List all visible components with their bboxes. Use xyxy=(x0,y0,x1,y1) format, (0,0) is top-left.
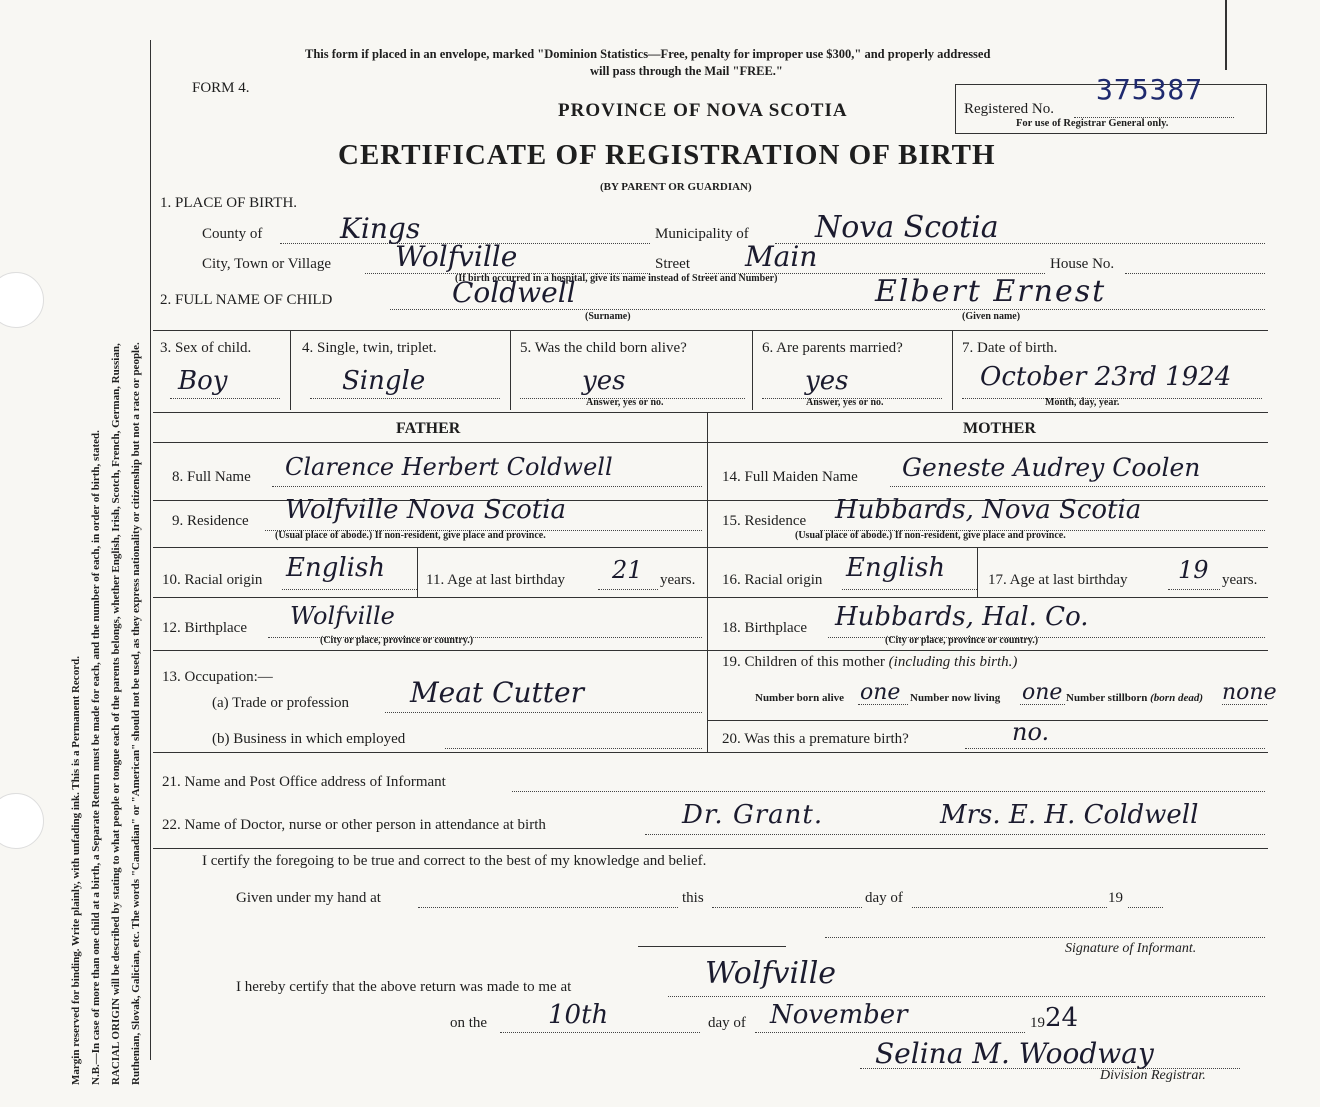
mother-birthplace: Hubbards, Hal. Co. xyxy=(835,602,1089,632)
informant-label: 21. Name and Post Office address of Informant xyxy=(162,774,446,790)
registered-number: 375387 xyxy=(1096,73,1204,106)
year-prefix: 19 xyxy=(1108,890,1123,906)
house-label: House No. xyxy=(1050,256,1115,272)
parents-divider xyxy=(707,412,708,752)
children-note: (including this birth.) xyxy=(888,654,1018,670)
registered-label: Registered No. xyxy=(964,101,1054,117)
given-under-label: Given under my hand at xyxy=(236,890,381,906)
short-center-rule xyxy=(638,946,786,947)
mother-birthplace-label: 18. Birthplace xyxy=(722,620,807,636)
doctor-value: Dr. Grant. xyxy=(682,800,824,830)
city-value: Wolfville xyxy=(395,240,518,273)
father-bp-rule xyxy=(153,650,707,651)
hospital-note: (If birth occurred in a hospital, give its name instead of Street and Number) xyxy=(455,273,778,284)
registrar-note: For use of Registrar General only. xyxy=(1016,118,1169,129)
alive-label: 5. Was the child born alive? xyxy=(520,340,687,356)
dob-label: 7. Date of birth. xyxy=(962,340,1058,356)
born-alive-label: Number born alive xyxy=(755,692,845,704)
stillborn-label xyxy=(1066,692,1203,704)
mother-racial-rule xyxy=(707,597,1268,598)
return-label: I hereby certify that the above return was made to me at xyxy=(236,979,572,995)
mother-res-note: (Usual place of abode.) If non-resident, give place and province. xyxy=(795,530,1066,541)
margin-note-3: RACIAL ORIGIN will be described by stating to what people or tongue each of the parents belongs, whether English, Irish, Scotch, French, German, Russian, xyxy=(110,343,122,1085)
margin-note-1: Margin reserved for binding. Write plainly, with unfading ink. This is a Permanent Record. xyxy=(70,656,82,1085)
stillborn-value: none xyxy=(1222,680,1277,705)
father-racial: English xyxy=(286,553,386,583)
alive-note: Answer, yes or no. xyxy=(586,397,664,408)
father-res-note: (Usual place of abode.) If non-resident, give place and province. xyxy=(275,530,546,541)
father-racial-divider xyxy=(417,547,418,597)
mother-res-rule xyxy=(707,547,1268,548)
mother-racial-label: 16. Racial origin xyxy=(722,572,823,588)
plurality-line xyxy=(310,398,500,399)
trade-line xyxy=(385,712,702,713)
dob-note: Month, day, year. xyxy=(1045,397,1120,408)
dob-value: October 23rd 1924 xyxy=(980,362,1232,392)
mother-racial: English xyxy=(846,553,946,583)
given-place-line xyxy=(418,907,678,908)
box-divider-2 xyxy=(510,330,511,410)
father-birthplace: Wolfville xyxy=(290,602,395,630)
year-prefix2: 19 xyxy=(1030,1015,1045,1031)
child-name-line xyxy=(390,309,1265,310)
surname-caption: (Surname) xyxy=(585,311,631,322)
parents-bottom-rule xyxy=(153,752,1268,753)
father-racial-label: 10. Racial origin xyxy=(162,572,263,588)
informant-sig-line xyxy=(825,937,1265,938)
father-racial-rule xyxy=(153,597,707,598)
children-rule xyxy=(707,720,1268,721)
registered-box xyxy=(955,73,1267,134)
registrar-label: Division Registrar. xyxy=(1100,1068,1206,1083)
mother-name: Geneste Audrey Coolen xyxy=(902,453,1201,482)
child-name-label: 2. FULL NAME OF CHILD xyxy=(160,292,333,308)
father-name: Clarence Herbert Coldwell xyxy=(285,453,613,481)
on-the-label: on the xyxy=(450,1015,488,1031)
sex-value: Boy xyxy=(178,366,228,396)
city-label: City, Town or Village xyxy=(202,256,332,272)
doctor-line xyxy=(645,834,1265,835)
child-surname: Coldwell xyxy=(452,276,576,309)
mother-heading: MOTHER xyxy=(963,420,1036,437)
married-note: Answer, yes or no. xyxy=(806,397,884,408)
premature-line xyxy=(965,748,1265,749)
street-label: Street xyxy=(655,256,690,272)
certify-statement: I certify the foregoing to be true and correct to the best of my knowledge and belief. xyxy=(202,853,707,869)
margin-line xyxy=(150,40,151,1060)
father-bp-note: (City or place, province or country.) xyxy=(320,635,474,646)
box-divider-1 xyxy=(290,330,291,410)
informant-bottom-rule xyxy=(153,848,1268,849)
informant-sig-label: Signature of Informant. xyxy=(1065,941,1197,956)
children-label-text: 19. Children of this mother xyxy=(722,654,885,670)
row-top-rule xyxy=(153,330,1268,331)
province-title: PROVINCE OF NOVA SCOTIA xyxy=(558,100,848,121)
premature-label: 20. Was this a premature birth? xyxy=(722,731,909,747)
business-line xyxy=(445,748,702,749)
mother-racial-line xyxy=(842,589,977,590)
margin-note-2: N.B.—In case of more than one child at a birth, a Separate Return must be made for each, and the number of each, in order of birth, stated. xyxy=(90,430,102,1085)
married-label: 6. Are parents married? xyxy=(762,340,903,356)
day-of-label: day of xyxy=(865,890,903,906)
binding-hole-top xyxy=(0,272,44,328)
mother-age-label: 17. Age at last birthday xyxy=(988,572,1128,588)
premature-value: no. xyxy=(1012,718,1050,746)
top-right-mark xyxy=(1225,0,1227,70)
mother-name-label: 14. Full Maiden Name xyxy=(722,469,858,485)
father-age-line xyxy=(598,589,658,590)
father-years: years. xyxy=(660,572,696,588)
plurality-label: 4. Single, twin, triplet. xyxy=(302,340,437,356)
mother-years: years. xyxy=(1222,572,1258,588)
informant-line xyxy=(512,791,1265,792)
children-label xyxy=(722,654,1017,671)
trade-value: Meat Cutter xyxy=(410,676,585,709)
mother-residence: Hubbards, Nova Scotia xyxy=(835,495,1142,525)
alive-value: yes xyxy=(582,366,626,396)
day-of2-label: day of xyxy=(708,1015,746,1031)
father-res-rule xyxy=(153,547,707,548)
mother-residence-label: 15. Residence xyxy=(722,513,807,529)
doctor-label: 22. Name of Doctor, nurse or other person in attendance at birth xyxy=(162,817,546,833)
trade-label: (a) Trade or profession xyxy=(212,695,350,711)
this-label: this xyxy=(682,890,704,906)
father-birthplace-label: 12. Birthplace xyxy=(162,620,247,636)
given-caption: (Given name) xyxy=(962,311,1021,322)
father-age: 21 xyxy=(612,556,643,584)
born-alive-value: one xyxy=(860,680,901,705)
mother-age-line xyxy=(1168,589,1220,590)
married-value: yes xyxy=(805,366,849,396)
father-residence: Wolfville Nova Scotia xyxy=(285,495,566,525)
year-suffix: 24 xyxy=(1045,1003,1079,1033)
page-title: CERTIFICATE OF REGISTRATION OF BIRTH xyxy=(338,139,996,171)
sex-label: 3. Sex of child. xyxy=(160,340,252,356)
county-value: Kings xyxy=(340,212,421,245)
living-label: Number now living xyxy=(910,692,1001,704)
father-name-label: 8. Full Name xyxy=(172,469,251,485)
form-number: FORM 4. xyxy=(192,80,250,96)
month-value: November xyxy=(770,1000,908,1030)
living-value: one xyxy=(1022,680,1063,705)
plurality-value: Single xyxy=(342,366,426,396)
mother-name-line xyxy=(890,486,1265,487)
page-subtitle: (BY PARENT OR GUARDIAN) xyxy=(600,181,752,193)
year-line xyxy=(1128,907,1163,908)
day-value: 10th xyxy=(548,1000,609,1030)
father-name-line xyxy=(272,486,702,487)
margin-note-4: Ruthenian, Slovak, Galician, etc. The words "Canadian" or "American" should not be used, as they express nationality or citizenship but not a race or people. xyxy=(130,342,142,1085)
row-bottom-rule xyxy=(153,412,1268,413)
on-the-line xyxy=(500,1032,700,1033)
month-line xyxy=(755,1032,1025,1033)
binding-hole-bottom xyxy=(0,793,44,849)
mail-notice-1: This form if placed in an envelope, marked "Dominion Statistics—Free, penalty for improper use $300," and properly addressed xyxy=(305,47,991,61)
child-given: Elbert Ernest xyxy=(875,274,1107,309)
mail-notice-2: will pass through the Mail "FREE." xyxy=(590,64,783,78)
place-heading: 1. PLACE OF BIRTH. xyxy=(160,195,298,211)
registrar-signature: Selina M. Woodway xyxy=(875,1037,1154,1070)
stillborn-note: (born dead) xyxy=(1150,692,1203,704)
municipality-value: Nova Scotia xyxy=(815,210,999,245)
county-label: County of xyxy=(202,226,263,242)
return-line xyxy=(668,996,1265,997)
mother-bp-note: (City or place, province or country.) xyxy=(885,635,1039,646)
box-divider-4 xyxy=(952,330,953,410)
father-age-label: 11. Age at last birthday xyxy=(426,572,565,588)
mother-racial-divider xyxy=(977,547,978,597)
occupation-label: 13. Occupation:— xyxy=(162,669,273,685)
stillborn-label-text: Number stillborn xyxy=(1066,692,1148,704)
attendant-value: Mrs. E. H. Coldwell xyxy=(940,800,1199,830)
heading-rule xyxy=(153,442,1268,443)
mother-bp-rule xyxy=(707,650,1268,651)
business-label: (b) Business in which employed xyxy=(212,731,406,747)
day-of-line xyxy=(912,907,1107,908)
father-racial-line xyxy=(282,589,417,590)
house-line xyxy=(1125,273,1265,274)
municipality-label: Municipality of xyxy=(655,226,749,242)
sex-line xyxy=(170,398,280,399)
father-heading: FATHER xyxy=(396,420,461,437)
box-divider-3 xyxy=(752,330,753,410)
father-residence-label: 9. Residence xyxy=(172,513,249,529)
mother-age: 19 xyxy=(1178,556,1209,584)
street-value: Main xyxy=(745,240,818,273)
return-place: Wolfville xyxy=(705,956,837,991)
this-line xyxy=(712,907,862,908)
